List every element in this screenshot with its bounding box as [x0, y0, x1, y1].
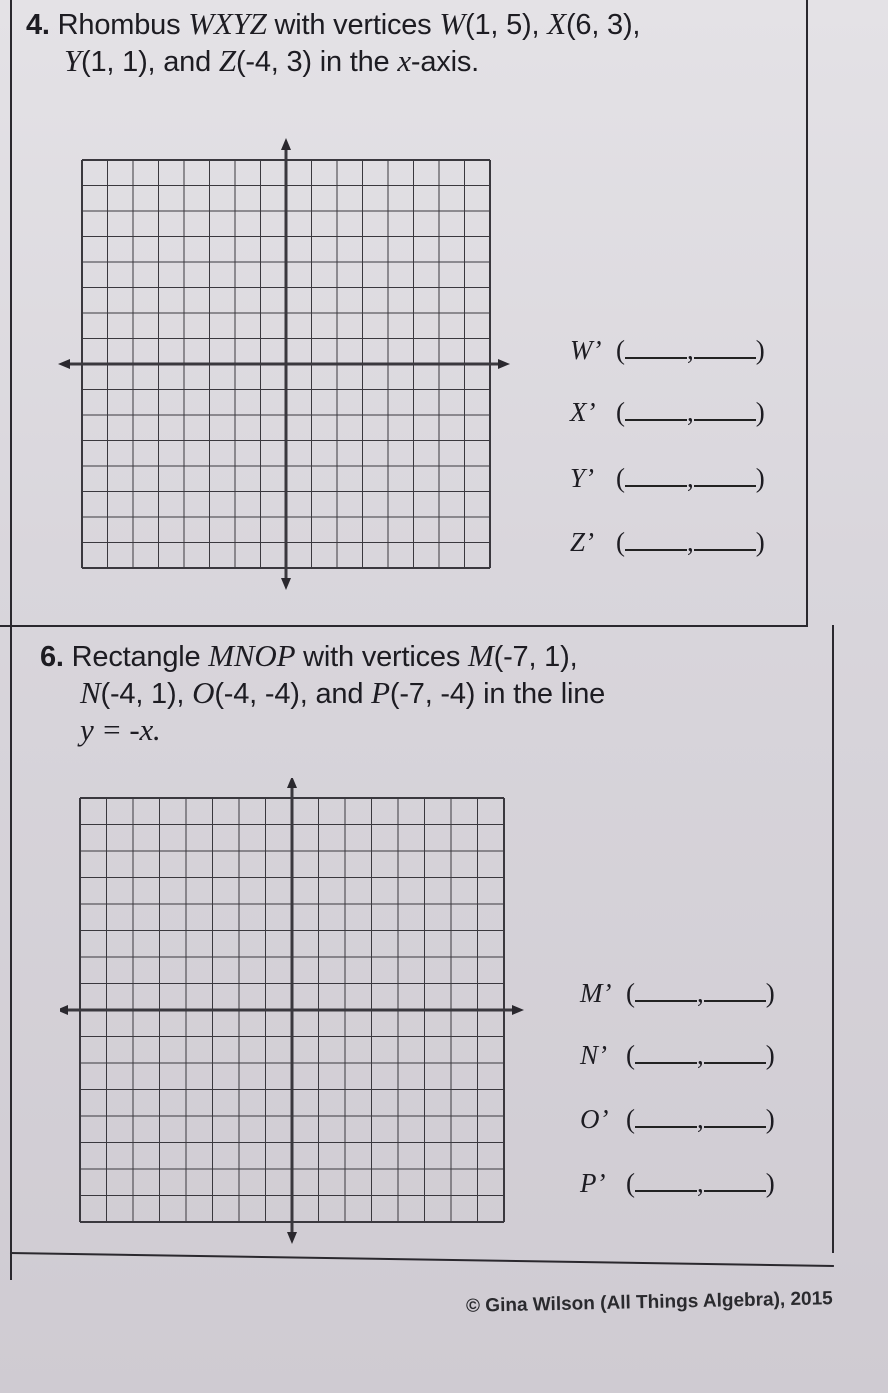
comma: , [697, 1104, 704, 1134]
y-axis-down-arrow [281, 578, 291, 590]
comma: , [687, 463, 694, 493]
answer-label: W’ [570, 335, 602, 365]
problem-4-line-2 [26, 43, 640, 80]
y-coord-blank[interactable] [704, 1104, 766, 1128]
problem-text-segment: Rectangle [63, 641, 209, 673]
open-paren: ( [626, 1040, 635, 1070]
x-axis-left-arrow [58, 359, 70, 369]
comma: , [697, 1168, 704, 1198]
vertex-name: N [80, 675, 101, 710]
y-coord-blank[interactable] [694, 463, 756, 487]
y-coord-blank[interactable] [694, 335, 756, 359]
problem-text-segment: with vertices [295, 641, 468, 673]
problem-4-line-1 [26, 6, 640, 43]
close-paren: ) [755, 335, 765, 365]
problem-text-segment: -axis. [410, 46, 479, 78]
comma: , [697, 978, 704, 1008]
y-coord-blank[interactable] [704, 978, 766, 1002]
problem-number: 4. [26, 9, 50, 41]
vertex-coord: (-7, -4) in the line [389, 678, 606, 710]
problem-6-line-1 [40, 638, 605, 675]
close-paren: ) [765, 1040, 775, 1070]
left-border-line [10, 0, 12, 1280]
x-axis-right-arrow [512, 1005, 524, 1015]
y-coord-blank[interactable] [694, 397, 756, 421]
vertex-name: Z [218, 43, 236, 78]
x-coord-blank[interactable] [635, 1168, 697, 1192]
shape-name: WXYZ [188, 6, 267, 41]
right-border-line-bottom [832, 625, 834, 1253]
problem-6-line-3 [40, 712, 605, 749]
answer-label: Z’ [570, 527, 595, 557]
vertex-coord: (-4, 1), [100, 678, 193, 710]
answer-label: O’ [580, 1104, 609, 1134]
close-paren: ) [765, 1104, 775, 1134]
answer-row-z[interactable] [570, 527, 765, 558]
open-paren: ( [616, 335, 625, 365]
open-paren: ( [616, 397, 625, 427]
y-axis-up-arrow [287, 778, 297, 788]
answer-row-o[interactable] [580, 1104, 775, 1135]
answer-row-x[interactable] [570, 397, 765, 428]
copyright-footer: © Gina Wilson (All Things Algebra), 2015 [465, 1288, 833, 1317]
problem-text-segment: Rhombus [49, 9, 189, 41]
open-paren: ( [616, 527, 625, 557]
answer-label: Y’ [570, 463, 595, 493]
x-axis-right-arrow [498, 359, 510, 369]
vertex-name: P [371, 675, 390, 710]
vertex-name: Y [64, 43, 82, 78]
answer-label: P’ [580, 1168, 606, 1198]
problem-number: 6. [40, 641, 64, 673]
answer-label: X’ [570, 397, 596, 427]
answer-row-w[interactable] [570, 335, 765, 366]
answer-row-m[interactable] [580, 978, 775, 1009]
comma: , [687, 335, 694, 365]
y-coord-blank[interactable] [694, 527, 756, 551]
problem-6-line-2 [40, 675, 605, 712]
x-coord-blank[interactable] [625, 527, 687, 551]
open-paren: ( [626, 978, 635, 1008]
section-divider [0, 625, 808, 627]
vertex-name: M [468, 638, 494, 673]
y-axis-down-arrow [287, 1232, 297, 1244]
vertex-coord: (-4, -4), and [214, 678, 372, 710]
y-coord-blank[interactable] [704, 1168, 766, 1192]
vertex-coord: (1, 5), [464, 9, 548, 41]
vertex-coord: (6, 3), [565, 9, 641, 41]
vertex-name: X [547, 6, 566, 41]
answer-label: M’ [580, 978, 612, 1008]
x-coord-blank[interactable] [635, 978, 697, 1002]
coordinate-grid-2 [60, 778, 530, 1248]
x-coord-blank[interactable] [625, 463, 687, 487]
problem-6-prompt [40, 638, 605, 749]
close-paren: ) [755, 463, 765, 493]
x-coord-blank[interactable] [635, 1104, 697, 1128]
open-paren: ( [626, 1104, 635, 1134]
axis-name: x [397, 43, 411, 78]
y-axis-up-arrow [281, 138, 291, 150]
answer-label: N’ [580, 1040, 607, 1070]
bottom-border-line [10, 1252, 834, 1267]
answer-row-p[interactable] [580, 1168, 775, 1199]
comma: , [697, 1040, 704, 1070]
close-paren: ) [765, 978, 775, 1008]
problem-text-segment: with vertices [266, 9, 440, 41]
comma: , [687, 397, 694, 427]
line-equation: y = -x. [80, 712, 161, 747]
vertex-coord: (-7, 1), [493, 641, 578, 673]
vertex-name: W [439, 6, 465, 41]
close-paren: ) [755, 527, 765, 557]
x-coord-blank[interactable] [625, 335, 687, 359]
answer-row-n[interactable] [580, 1040, 775, 1071]
coordinate-grid-1 [58, 138, 518, 608]
vertex-coord: (-4, 3) in the [235, 46, 398, 78]
vertex-name: O [192, 675, 215, 710]
x-coord-blank[interactable] [635, 1040, 697, 1064]
vertex-coord: (1, 1), and [81, 46, 219, 78]
close-paren: ) [755, 397, 765, 427]
open-paren: ( [626, 1168, 635, 1198]
comma: , [687, 527, 694, 557]
right-border-line-top [806, 0, 808, 627]
shape-name: MNOP [208, 638, 296, 673]
x-coord-blank[interactable] [625, 397, 687, 421]
close-paren: ) [765, 1168, 775, 1198]
open-paren: ( [616, 463, 625, 493]
y-coord-blank[interactable] [704, 1040, 766, 1064]
x-axis-left-arrow [60, 1005, 68, 1015]
answer-row-y[interactable] [570, 463, 765, 494]
problem-4-prompt [26, 6, 640, 80]
